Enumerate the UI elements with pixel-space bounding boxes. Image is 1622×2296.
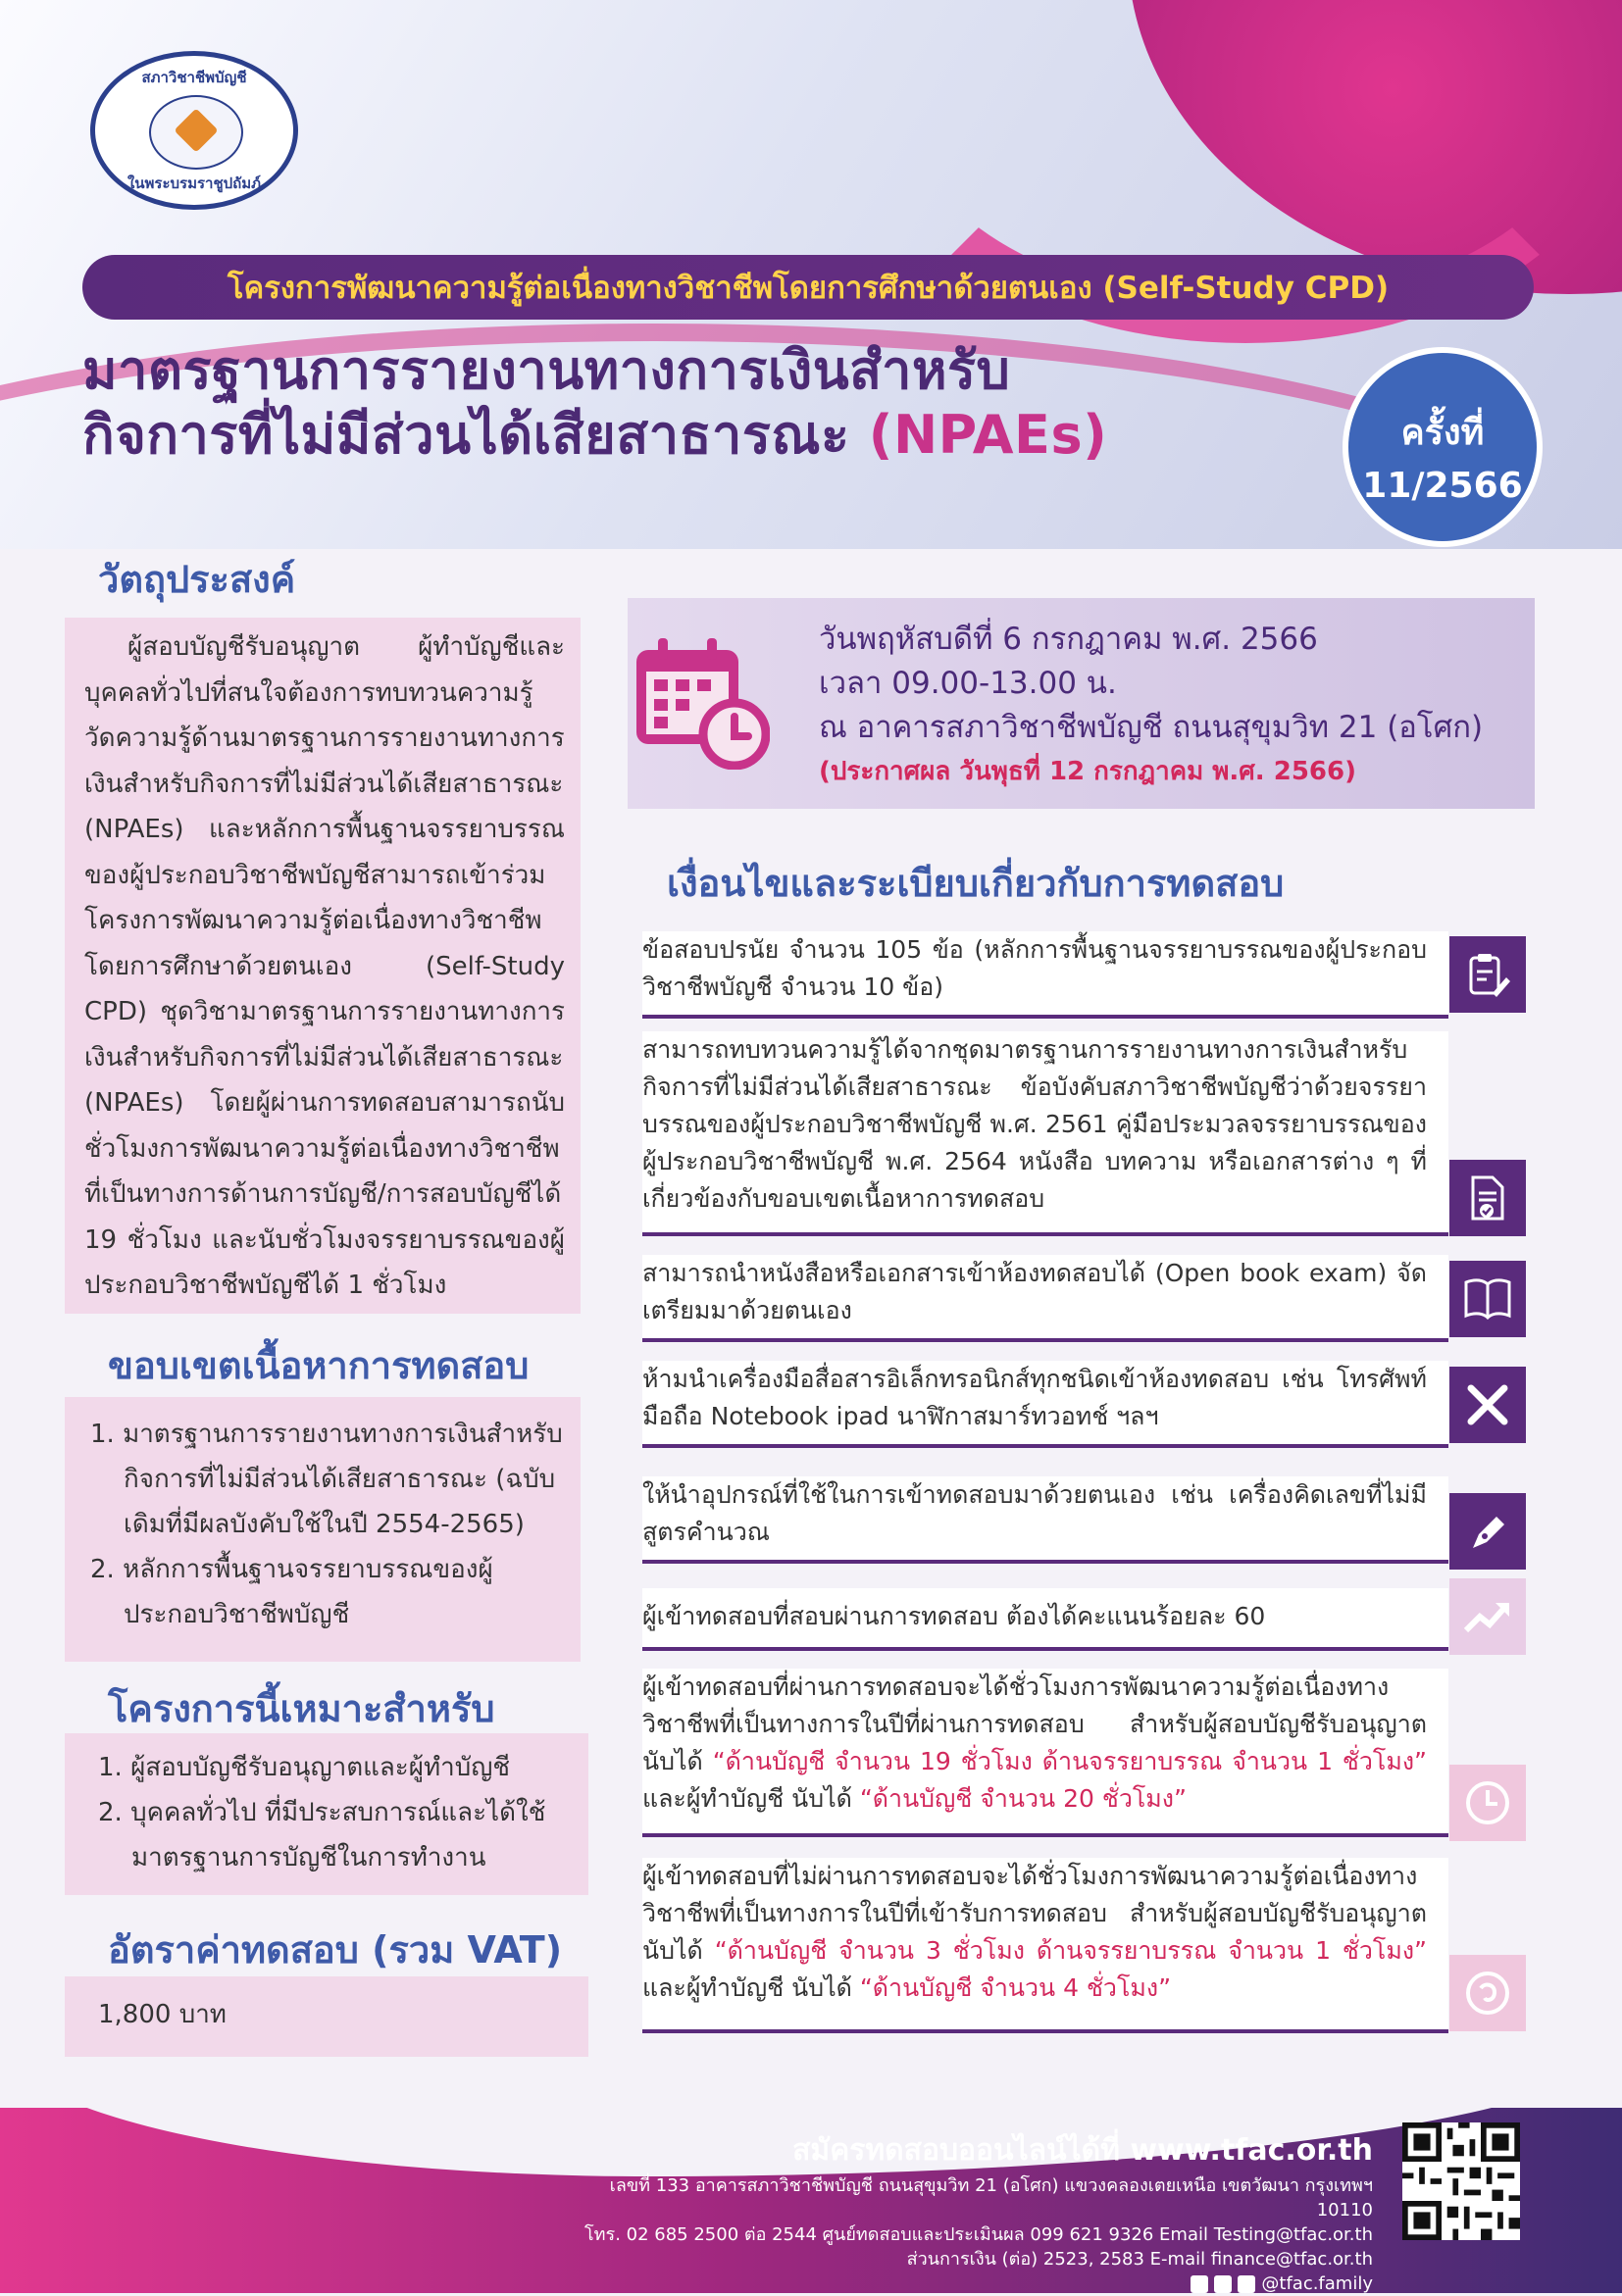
- condition-text: ผู้เข้าทดสอบที่สอบผ่านการทดสอบ ต้องได้คะแนนร้อยละ 60: [642, 1602, 1266, 1630]
- condition-text-mid: และผู้ทำบัญชี นับได้: [642, 1784, 852, 1813]
- page-title: [82, 338, 1107, 468]
- condition-highlight: “ด้านบัญชี จำนวน 4 ชั่วโมง”: [859, 1973, 1172, 2002]
- logo-emblem: [149, 95, 243, 170]
- title-accent: (NPAEs): [868, 404, 1108, 466]
- condition-highlight: “ด้านบัญชี จำนวน 3 ชั่วโมง ด้านจรรยาบรรณ จำนวน 1 ชั่วโมง”: [714, 1936, 1427, 1965]
- document-check-icon: [1449, 1160, 1526, 1236]
- close-icon: [1449, 1367, 1526, 1443]
- scope-item: 1. มาตรฐานการรายงานทางการเงินสำหรับกิจการที่ไม่มีส่วนได้เสียสาธารณะ (ฉบับเดิมที่มีผลบังคับใช้ในปี 2554-2565): [90, 1420, 563, 1539]
- register-link[interactable]: สมัครทดสอบออนไลน์ได้ที่ www.tfac.or.th: [792, 2133, 1373, 2168]
- footer-social: [549, 2271, 1373, 2296]
- scope-heading: ขอบเขตเนื้อหาการทดสอบ: [108, 1344, 530, 1387]
- exam-time: เวลา 09.00-13.00 น.: [819, 666, 1117, 701]
- condition-text: สามารถทบทวนความรู้ได้จากชุดมาตรฐานการรายงานทางการเงินสำหรับกิจการที่ไม่มีส่วนได้เสียสาธารณะ ข้อบังคับสภาวิชาชีพบัญชีว่าด้วยจรรยาบรรณของผู้ประกอบวิชาชีพบัญชี พ.ศ. 2561 คู่มือประมวลจรรยาบรรณของผู้ประกอบวิชาชีพบัญชี พ.ศ. 2564 หนังสือ บทความ หรือเอกสารต่าง ๆ ที่เกี่ยวข้องกับขอบเขตเนื้อหาการทดสอบ: [642, 1035, 1427, 1213]
- thai-one-icon: [1449, 1955, 1526, 2031]
- logo-bottom-text: ในพระบรมราชูปถัมภ์: [127, 175, 262, 192]
- objective-heading: วัตถุประสงค์: [98, 558, 296, 601]
- suitable-item: 2. บุคคลทั่วไป ที่มีประสบการณ์และได้ใช้มาตรฐานการบัญชีในการทำงาน: [98, 1798, 546, 1872]
- suitable-item: 1. ผู้สอบบัญชีรับอนุญาตและผู้ทำบัญชี: [98, 1753, 511, 1782]
- exam-date: วันพฤหัสบดีที่ 6 กรกฎาคม พ.ศ. 2566: [819, 622, 1318, 657]
- condition-text-main: ผู้เข้าทดสอบที่ผ่านการทดสอบจะได้ชั่วโมงการพัฒนาความรู้ต่อเนื่องทางวิชาชีพที่เป็นทางการในปีที่ผ่านการทดสอบ สำหรับผู้สอบบัญชีรับอนุญาต นับได้: [642, 1672, 1427, 1775]
- condition-highlight: “ด้านบัญชี จำนวน 19 ชั่วโมง ด้านจรรยาบรรณ จำนวน 1 ชั่วโมง”: [712, 1747, 1427, 1775]
- youtube-icon[interactable]: [1238, 2275, 1255, 2293]
- announce-date: (ประกาศผล วันพุธที่ 12 กรกฎาคม พ.ศ. 2566): [819, 757, 1356, 786]
- footer-info: [549, 2127, 1373, 2296]
- footer-address: เลขที่ 133 อาคารสภาวิชาชีพบัญชี ถนนสุขุมวิท 21 (อโศก) แขวงคลองเตยเหนือ เขตวัฒนา กรุงเทพฯ 10110: [609, 2175, 1373, 2221]
- title-line-1: มาตรฐานการรายงานทางการเงินสำหรับ: [82, 339, 1011, 401]
- qr-code[interactable]: [1402, 2122, 1520, 2240]
- condition-row: [642, 1031, 1448, 1236]
- facebook-icon[interactable]: [1191, 2275, 1208, 2293]
- condition-highlight: “ด้านบัญชี จำนวน 20 ชั่วโมง”: [859, 1784, 1187, 1813]
- logo-top-text: สภาวิชาชีพบัญชี: [141, 69, 247, 86]
- round-label: ครั้งที่: [1400, 413, 1485, 453]
- calendar-clock-icon: [633, 632, 770, 770]
- condition-row: [642, 1476, 1448, 1564]
- scope-item: 2. หลักการพื้นฐานจรรยาบรรณของผู้ประกอบวิชาชีพบัญชี: [90, 1555, 493, 1629]
- condition-row: [642, 1255, 1448, 1342]
- fee-heading: อัตราค่าทดสอบ (รวม VAT): [108, 1928, 563, 1972]
- title-line-2: [82, 403, 1107, 468]
- condition-text: ให้นำอุปกรณ์ที่ใช้ในการเข้าทดสอบมาด้วยตนเอง เช่น เครื่องคิดเลขที่ไม่มีสูตรคำนวณ: [642, 1480, 1427, 1546]
- condition-row: [642, 931, 1448, 1019]
- condition-text: ห้ามนำเครื่องมือสื่อสารอิเล็กทรอนิกส์ทุกชนิดเข้าห้องทดสอบ เช่น โทรศัพท์มือถือ Notebook ipad นาฬิกาสมาร์ทวอทช์ ฯลฯ: [642, 1365, 1427, 1430]
- star-icon: [174, 108, 218, 152]
- book-icon: [1449, 1261, 1526, 1337]
- round-value: 11/2566: [1362, 466, 1523, 506]
- objective-text: ผู้สอบบัญชีรับอนุญาต ผู้ทำบัญชีและบุคคลทั่วไปที่สนใจต้องการทบทวนความรู้ วัดความรู้ด้านมาตรฐานการรายงานทางการเงินสำหรับกิจการที่ไม่มีส่วนได้เสียสาธารณะ (NPAEs) และหลักการพื้นฐานจรรยาบรรณของผู้ประกอบวิชาชีพบัญชีสามารถเข้าร่วมโครงการพัฒนาความรู้ต่อเนื่องทางวิชาชีพโดยการศึกษาด้วยตนเอง (Self-Study CPD) ชุดวิชามาตรฐานการรายงานทางการเงินสำหรับกิจการที่ไม่มีส่วนได้เสียสาธารณะ (NPAEs) โดยผู้ผ่านการทดสอบสามารถนับชั่วโมงการพัฒนาความรู้ต่อเนื่องทางวิชาชีพที่เป็นทางการด้านการบัญชี/การสอบบัญชีได้ 19 ชั่วโมง และนับชั่วโมงจรรยาบรรณของผู้ประกอบวิชาชีพบัญชีได้ 1 ชั่วโมง: [84, 632, 565, 1300]
- condition-row: [642, 1858, 1448, 2033]
- clipboard-edit-icon: [1449, 936, 1526, 1013]
- footer-phone: โทร. 02 685 2500 ต่อ 2544 ศูนย์ทดสอบและประเมินผล 099 621 9326 Email Testing@tfac.or.th: [584, 2224, 1373, 2245]
- project-banner: โครงการพัฒนาความรู้ต่อเนื่องทางวิชาชีพโดยการศึกษาด้วยตนเอง (Self-Study CPD): [82, 255, 1534, 320]
- line-icon[interactable]: [1214, 2275, 1232, 2293]
- condition-row: [642, 1669, 1448, 1837]
- condition-text-main: ผู้เข้าทดสอบที่ไม่ผ่านการทดสอบจะได้ชั่วโมงการพัฒนาความรู้ต่อเนื่องทางวิชาชีพที่เป็นทางการในปีที่เข้ารับการทดสอบ สำหรับผู้สอบบัญชีรับอนุญาต นับได้: [642, 1862, 1427, 1965]
- tfac-logo: [90, 51, 298, 210]
- footer-finance: ส่วนการเงิน (ต่อ) 2523, 2583 E-mail finance@tfac.or.th: [906, 2249, 1373, 2270]
- clock-icon: [1449, 1765, 1526, 1841]
- exam-place: ณ อาคารสภาวิชาชีพบัญชี ถนนสุขุมวิท 21 (อโศก): [819, 710, 1484, 745]
- fee-value: 1,800 บาท: [98, 2000, 227, 2029]
- social-handle: @tfac.family: [1261, 2273, 1373, 2294]
- title-line-2-text: กิจการที่ไม่มีส่วนได้เสียสาธารณะ: [82, 404, 850, 466]
- condition-row: [642, 1588, 1448, 1651]
- pen-icon: [1449, 1493, 1526, 1570]
- schedule-text: [819, 618, 1483, 794]
- condition-text: [642, 1669, 1427, 1818]
- suitable-heading: โครงการนี้เหมาะสำหรับ: [108, 1687, 495, 1730]
- condition-text: [642, 1858, 1427, 2007]
- trend-up-icon: [1449, 1578, 1526, 1655]
- scope-list: [90, 1412, 571, 1637]
- round-badge: [1348, 353, 1537, 541]
- suitable-list: [98, 1745, 579, 1880]
- condition-text: สามารถนำหนังสือหรือเอกสารเข้าห้องทดสอบได้ (Open book exam) จัดเตรียมมาด้วยตนเอง: [642, 1259, 1427, 1324]
- conditions-heading: เงื่อนไขและระเบียบเกี่ยวกับการทดสอบ: [667, 862, 1285, 905]
- condition-text: ข้อสอบปรนัย จำนวน 105 ข้อ (หลักการพื้นฐานจรรยาบรรณของผู้ประกอบวิชาชีพบัญชี จำนวน 10 ข้อ): [642, 935, 1427, 1001]
- condition-row: [642, 1361, 1448, 1448]
- condition-text-mid: และผู้ทำบัญชี นับได้: [642, 1973, 852, 2002]
